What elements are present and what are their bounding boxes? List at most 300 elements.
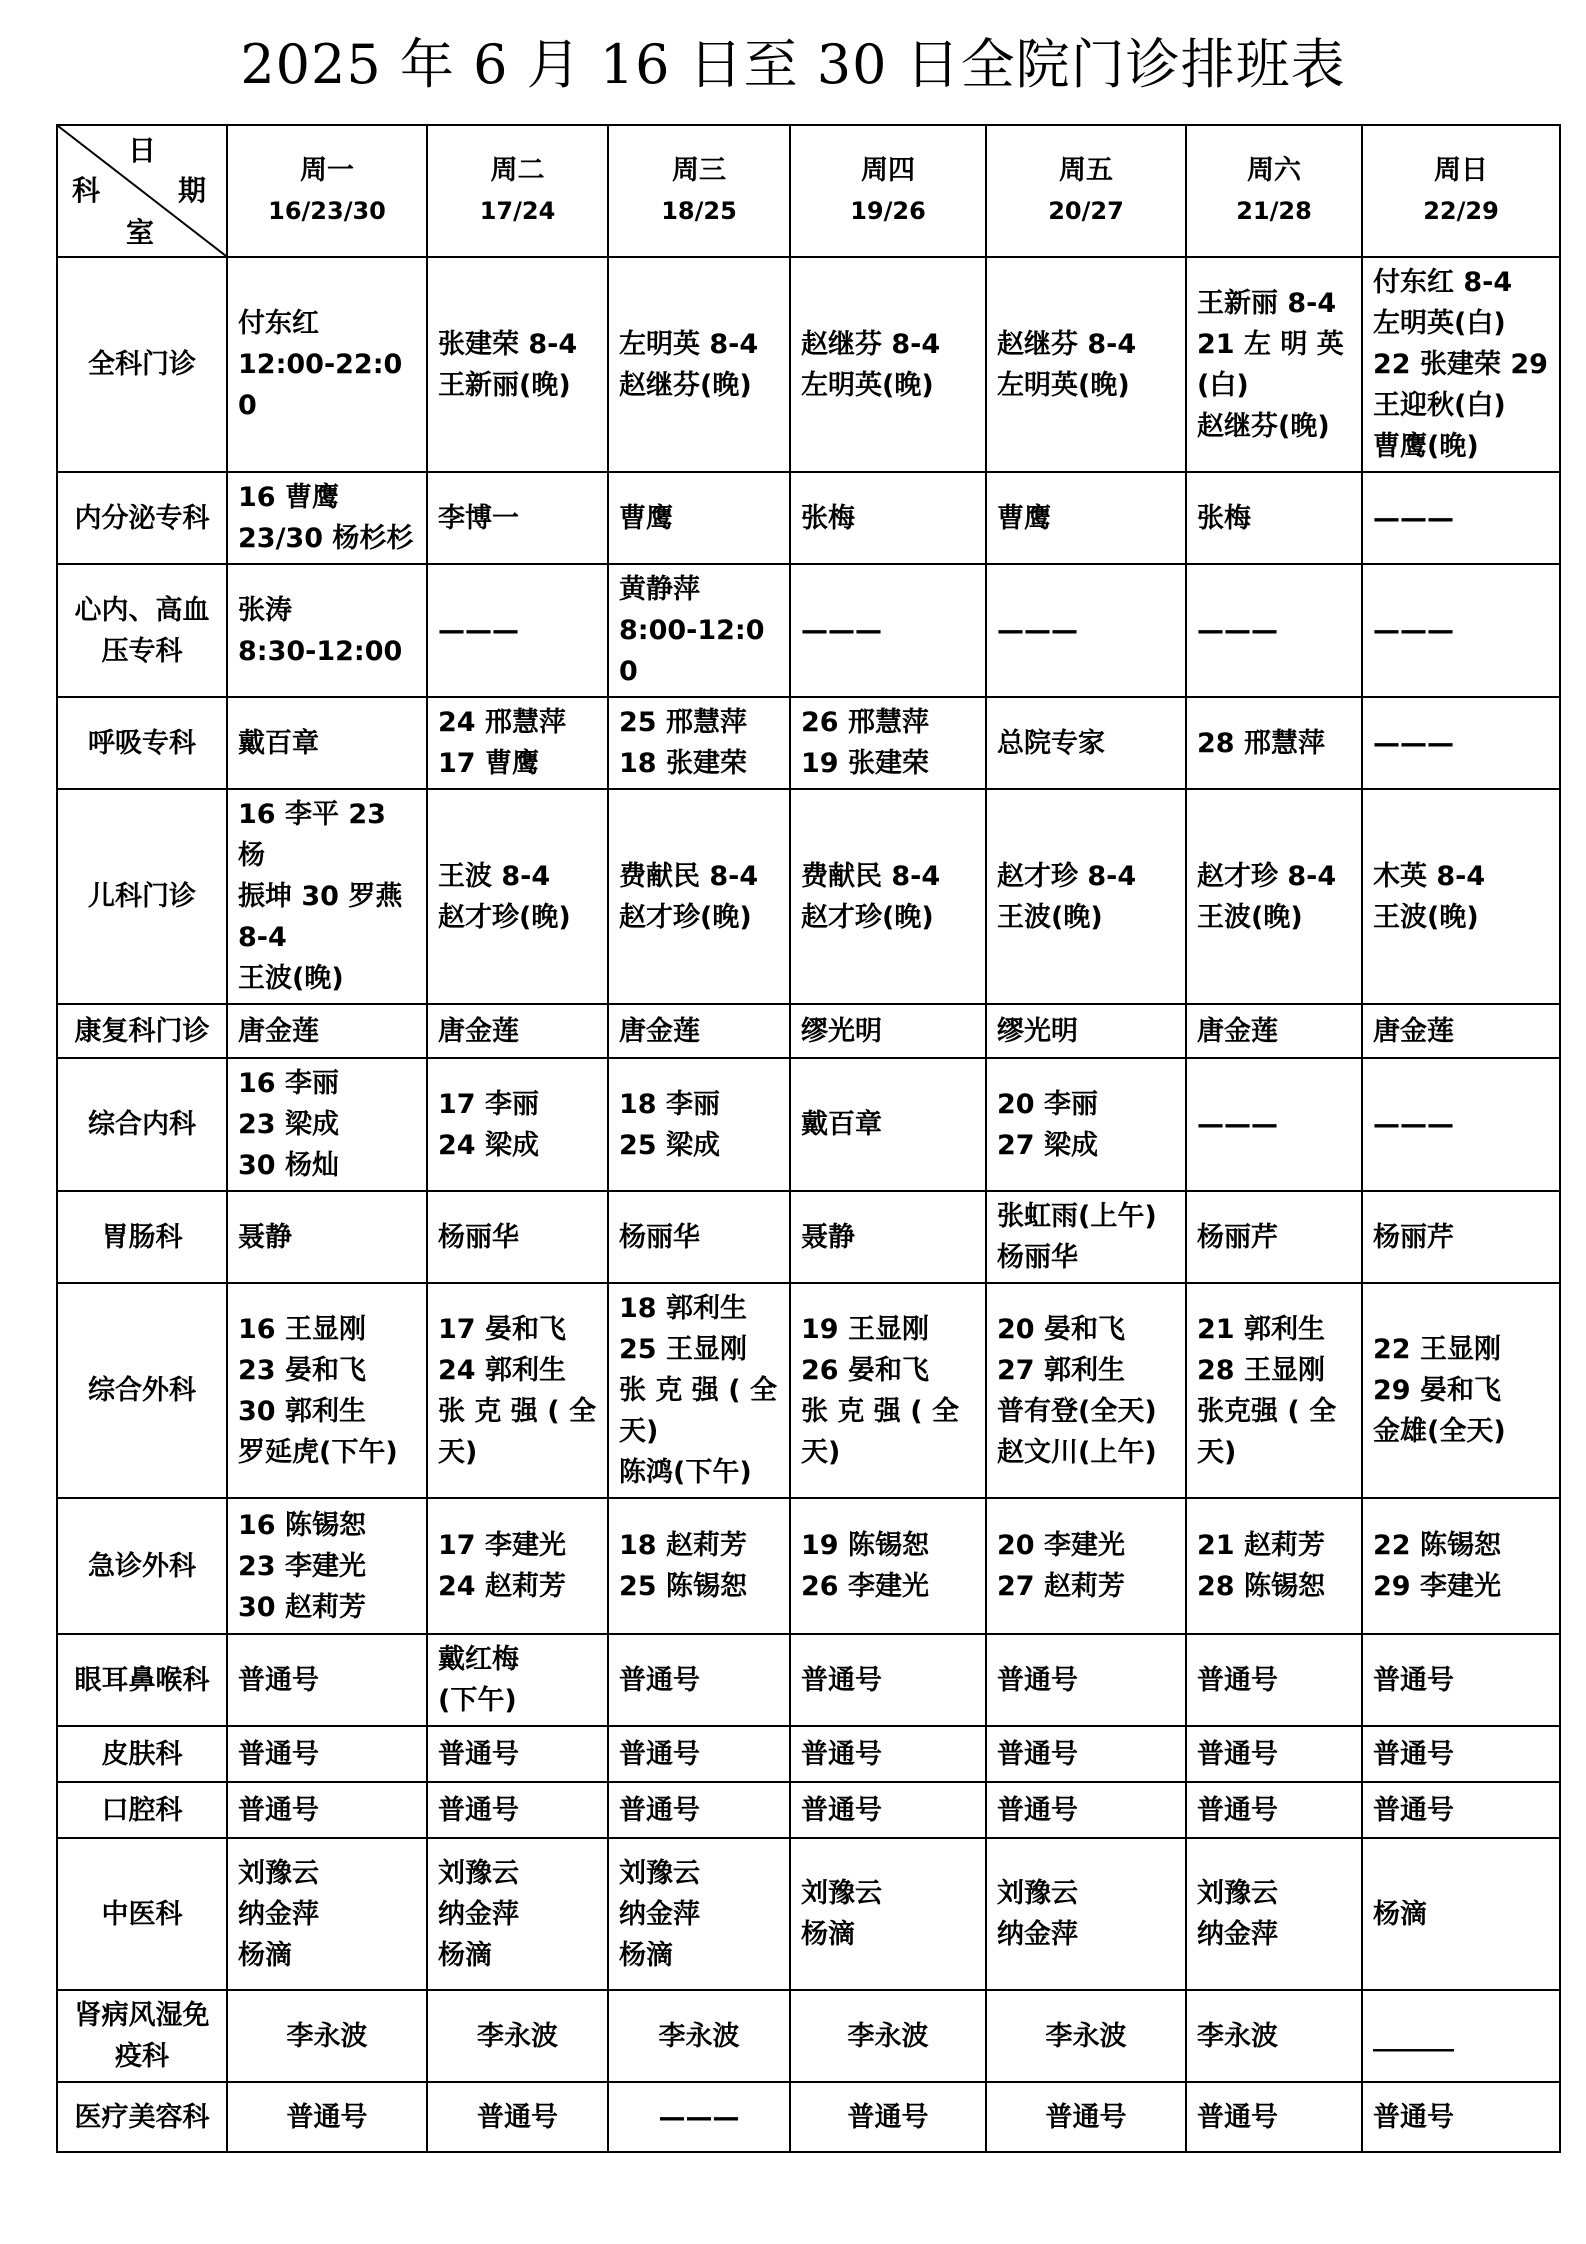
cell-line: 杨丽华	[438, 1221, 519, 1253]
schedule-cell	[1186, 564, 1362, 697]
schedule-cell	[986, 1838, 1186, 1990]
cell-line: 普通号	[801, 1738, 882, 1770]
schedule-cell	[427, 1838, 608, 1990]
department-name: 综合外科	[57, 1283, 227, 1498]
schedule-cell	[790, 1990, 986, 2082]
cell-line: 张建荣 8-4	[438, 328, 578, 360]
cell-line: 16 李丽	[238, 1068, 339, 1099]
cell-line: 23 晏和飞	[238, 1354, 366, 1386]
cell-line: 30 杨灿	[238, 1150, 339, 1181]
cell-line: 普通号	[286, 2101, 368, 2133]
cell-line: ———	[1373, 727, 1454, 759]
schedule-cell	[1362, 1004, 1560, 1058]
cell-line: 李永波	[286, 2020, 368, 2052]
cell-line: 唐金莲	[1197, 1015, 1278, 1047]
schedule-cell	[608, 1191, 790, 1283]
cell-line: 赵继芬(晚)	[619, 369, 752, 401]
cell-line: 22 张建荣 29	[1373, 349, 1548, 380]
cell-line: 18 赵莉芳	[619, 1530, 747, 1561]
schedule-cell	[1186, 789, 1362, 1004]
schedule-cell	[1362, 1726, 1560, 1782]
schedule-cell	[790, 1498, 986, 1634]
schedule-row	[57, 1726, 1560, 1782]
schedule-row	[57, 789, 1560, 1004]
schedule-cell	[227, 1726, 427, 1782]
cell-line: 纳金萍	[1197, 1919, 1278, 1950]
schedule-cell	[1186, 1990, 1362, 2082]
cell-line: 李永波	[847, 2020, 929, 2052]
cell-line: 振坤 30 罗燕	[238, 881, 403, 912]
corner-header	[57, 125, 227, 257]
schedule-cell	[427, 1634, 608, 1726]
schedule-cell	[227, 1990, 427, 2082]
schedule-cell	[1186, 1726, 1362, 1782]
department-name: 儿科门诊	[57, 789, 227, 1004]
department-name: 心内、高血压专科	[57, 564, 227, 697]
schedule-row	[57, 1782, 1560, 1838]
day-header: 周日 22/29	[1362, 125, 1560, 257]
schedule-cell	[986, 1498, 1186, 1634]
schedule-cell	[427, 1498, 608, 1634]
cell-line: 戴百章	[238, 727, 319, 759]
cell-line: 陈鸿(下午)	[619, 1457, 752, 1488]
cell-line: 17 李建光	[438, 1530, 566, 1561]
schedule-cell	[986, 1058, 1186, 1191]
schedule-cell	[986, 1990, 1186, 2082]
cell-line: 曹鹰(晚)	[1373, 431, 1479, 462]
cell-line: 28 邢慧萍	[1197, 727, 1325, 759]
cell-line: 戴红梅	[438, 1644, 519, 1675]
schedule-cell	[608, 1283, 790, 1498]
schedule-cell	[427, 1191, 608, 1283]
schedule-cell	[986, 564, 1186, 697]
cell-line: 张 克 强 ( 全	[801, 1395, 959, 1427]
cell-line: 左明英(晚)	[801, 369, 934, 401]
schedule-cell	[1186, 1838, 1362, 1990]
schedule-cell	[790, 697, 986, 789]
schedule-cell	[1362, 697, 1560, 789]
cell-line: 27 郭利生	[997, 1354, 1125, 1386]
cell-line: 普通号	[1373, 1794, 1454, 1826]
cell-line: 付东红 8-4	[1373, 267, 1513, 298]
cell-line: 普通号	[997, 1794, 1078, 1826]
schedule-cell	[427, 1726, 608, 1782]
schedule-cell	[790, 1782, 986, 1838]
schedule-cell	[227, 1838, 427, 1990]
cell-line: 曹鹰	[619, 502, 673, 534]
cell-line: (下午)	[438, 1685, 517, 1716]
schedule-cell	[1362, 2082, 1560, 2152]
cell-line: 王波(晚)	[238, 963, 344, 994]
cell-line: 16 王显刚	[238, 1313, 366, 1345]
cell-line: 纳金萍	[997, 1919, 1078, 1950]
cell-line: 赵才珍(晚)	[619, 901, 752, 933]
schedule-cell	[986, 1726, 1186, 1782]
cell-line: 20 李建光	[997, 1530, 1125, 1561]
schedule-cell	[227, 257, 427, 472]
cell-line: ———	[1197, 1109, 1278, 1140]
schedule-row	[57, 472, 1560, 564]
cell-line: 曹鹰	[997, 502, 1051, 534]
day-header: 周一 16/23/30	[227, 125, 427, 257]
department-name: 全科门诊	[57, 257, 227, 472]
schedule-cell	[986, 1782, 1186, 1838]
schedule-body	[57, 257, 1560, 2152]
schedule-cell	[1186, 1004, 1362, 1058]
cell-line: 杨丽芹	[1197, 1221, 1278, 1253]
schedule-cell	[427, 697, 608, 789]
cell-line: 张涛	[238, 594, 292, 626]
cell-line: 普通号	[801, 1664, 882, 1696]
cell-line: 普通号	[477, 2101, 558, 2133]
cell-line: 赵才珍 8-4	[1197, 860, 1337, 892]
cell-line: 25 王显刚	[619, 1334, 747, 1365]
schedule-cell	[1186, 1283, 1362, 1498]
schedule-cell	[1186, 257, 1362, 472]
schedule-cell	[790, 1726, 986, 1782]
schedule-row	[57, 1498, 1560, 1634]
cell-line: 张 克 强 ( 全	[438, 1395, 596, 1427]
department-name: 综合内科	[57, 1058, 227, 1191]
cell-line: 王波(晚)	[1373, 901, 1479, 933]
schedule-cell	[1362, 564, 1560, 697]
schedule-cell	[608, 789, 790, 1004]
schedule-cell	[427, 2082, 608, 2152]
cell-line: 25 邢慧萍	[619, 707, 747, 738]
schedule-cell	[227, 2082, 427, 2152]
cell-line: 王波 8-4	[438, 860, 551, 892]
schedule-row	[57, 257, 1560, 472]
cell-line: 普通号	[1197, 1738, 1278, 1770]
schedule-cell	[790, 1838, 986, 1990]
cell-line: 29 李建光	[1373, 1571, 1501, 1602]
schedule-cell	[227, 564, 427, 697]
cell-line: 天)	[801, 1436, 841, 1468]
schedule-cell	[986, 2082, 1186, 2152]
cell-line: 29 晏和飞	[1373, 1375, 1501, 1406]
department-name: 肾病风湿免疫科	[57, 1990, 227, 2082]
day-header: 周四 19/26	[790, 125, 986, 257]
schedule-cell	[1362, 1058, 1560, 1191]
cell-line: 王波(晚)	[1197, 901, 1303, 933]
schedule-cell	[227, 472, 427, 564]
cell-line: 18 张建荣	[619, 748, 747, 779]
schedule-cell	[227, 1058, 427, 1191]
schedule-cell	[1186, 1191, 1362, 1283]
cell-line: 罗延虎(下午)	[238, 1436, 398, 1468]
schedule-cell	[790, 472, 986, 564]
schedule-cell	[986, 1004, 1186, 1058]
cell-line: 李永波	[1197, 2020, 1278, 2052]
cell-line: 杨滴	[238, 1939, 292, 1971]
cell-line: 左明英(白)	[1373, 308, 1506, 339]
cell-line: 普通号	[997, 1738, 1078, 1770]
schedule-cell	[1362, 1782, 1560, 1838]
schedule-row	[57, 1990, 1560, 2082]
department-name: 急诊外科	[57, 1498, 227, 1634]
cell-line: 张梅	[801, 502, 855, 534]
cell-line: 刘豫云	[1197, 1878, 1278, 1909]
cell-line: 22 王显刚	[1373, 1334, 1501, 1365]
schedule-table	[56, 124, 1561, 2153]
schedule-cell	[227, 1191, 427, 1283]
cell-line: 聂静	[801, 1221, 855, 1253]
cell-line: 李永波	[1045, 2020, 1127, 2052]
schedule-cell	[608, 2082, 790, 2152]
schedule-cell	[986, 257, 1186, 472]
cell-line: 刘豫云	[238, 1857, 319, 1889]
cell-line: ———	[801, 615, 882, 646]
cell-line: 8:00-12:00	[619, 615, 765, 687]
schedule-row	[57, 1004, 1560, 1058]
day-header: 周二 17/24	[427, 125, 608, 257]
cell-line: 19 陈锡恕	[801, 1530, 929, 1561]
schedule-cell	[427, 1283, 608, 1498]
cell-line: 25 陈锡恕	[619, 1571, 747, 1602]
cell-line: 普通号	[619, 1794, 700, 1826]
cell-line: 普通号	[1197, 1664, 1278, 1696]
department-name: 内分泌专科	[57, 472, 227, 564]
cell-line: 21 赵莉芳	[1197, 1530, 1325, 1561]
cell-line: 李永波	[477, 2020, 558, 2052]
day-header: 周六 21/28	[1186, 125, 1362, 257]
cell-line: 26 李建光	[801, 1571, 929, 1602]
cell-line: 22 陈锡恕	[1373, 1530, 1501, 1561]
cell-line: 张虹雨(上午)	[997, 1201, 1157, 1232]
schedule-cell	[986, 472, 1186, 564]
schedule-cell	[790, 257, 986, 472]
schedule-cell	[1186, 697, 1362, 789]
cell-line: 杨滴	[801, 1919, 855, 1950]
schedule-cell	[1186, 1058, 1362, 1191]
schedule-cell	[608, 1838, 790, 1990]
cell-line: ———	[997, 615, 1078, 646]
schedule-cell	[427, 472, 608, 564]
schedule-cell	[608, 257, 790, 472]
schedule-cell	[608, 472, 790, 564]
cell-line: 赵文川(上午)	[997, 1436, 1157, 1468]
schedule-cell	[1362, 1191, 1560, 1283]
department-name: 康复科门诊	[57, 1004, 227, 1058]
header-row	[57, 125, 1560, 257]
department-name: 口腔科	[57, 1782, 227, 1838]
schedule-row	[57, 1283, 1560, 1498]
schedule-cell	[427, 1990, 608, 2082]
cell-line: 王波(晚)	[997, 901, 1103, 933]
cell-line: 杨丽华	[997, 1242, 1078, 1273]
cell-line: 普通号	[801, 1794, 882, 1826]
cell-line: 27 赵莉芳	[997, 1571, 1125, 1602]
schedule-row	[57, 1191, 1560, 1283]
cell-line: 赵才珍(晚)	[801, 901, 934, 933]
cell-line: 25 梁成	[619, 1129, 720, 1161]
cell-line: 普通号	[1197, 1794, 1278, 1826]
schedule-row	[57, 1634, 1560, 1726]
cell-line: ———	[1373, 615, 1454, 646]
cell-line: 左明英 8-4	[619, 328, 759, 360]
cell-line: 杨滴	[619, 1939, 673, 1971]
cell-line: 张梅	[1197, 502, 1251, 534]
cell-line: 21 左 明 英	[1197, 328, 1344, 360]
schedule-cell	[986, 789, 1186, 1004]
cell-line: 赵才珍(晚)	[438, 901, 571, 933]
schedule-cell	[227, 1498, 427, 1634]
cell-line: ———	[1373, 502, 1454, 534]
schedule-cell	[608, 1498, 790, 1634]
department-name: 呼吸专科	[57, 697, 227, 789]
schedule-cell	[427, 1782, 608, 1838]
cell-line: 普通号	[438, 1794, 519, 1826]
schedule-cell	[608, 564, 790, 697]
cell-line: 王新丽 8-4	[1197, 287, 1337, 319]
cell-line: 唐金莲	[619, 1015, 700, 1047]
cell-line: 李博一	[438, 502, 519, 534]
schedule-cell	[427, 1058, 608, 1191]
cell-line: 费献民 8-4	[619, 860, 759, 892]
cell-line: 赵继芬 8-4	[997, 328, 1137, 360]
cell-line: 8:30-12:00	[238, 635, 403, 667]
schedule-cell	[1362, 789, 1560, 1004]
schedule-cell	[986, 697, 1186, 789]
cell-line: 18 郭利生	[619, 1293, 747, 1324]
cell-line: 30 郭利生	[238, 1395, 366, 1427]
cell-line: 天)	[1197, 1436, 1237, 1468]
cell-line: 普通号	[847, 2101, 929, 2133]
schedule-cell	[227, 1634, 427, 1726]
schedule-row	[57, 1838, 1560, 1990]
cell-line: 19 王显刚	[801, 1313, 929, 1345]
schedule-cell	[1186, 1782, 1362, 1838]
cell-line: 费献民 8-4	[801, 860, 941, 892]
cell-line: 8-4	[238, 922, 287, 953]
schedule-cell	[1362, 1634, 1560, 1726]
department-name: 中医科	[57, 1838, 227, 1990]
cell-line: 缪光明	[997, 1015, 1078, 1047]
schedule-cell	[608, 1634, 790, 1726]
cell-line: 17 李丽	[438, 1088, 539, 1120]
cell-line: 20 李丽	[997, 1088, 1098, 1120]
cell-line: 23 李建光	[238, 1550, 366, 1582]
schedule-row	[57, 2082, 1560, 2152]
cell-line: 28 王显刚	[1197, 1354, 1325, 1386]
schedule-cell	[790, 1283, 986, 1498]
cell-line: 普通号	[1373, 1738, 1454, 1770]
schedule-cell	[608, 1726, 790, 1782]
cell-line: 普通号	[238, 1794, 319, 1826]
schedule-cell	[227, 1283, 427, 1498]
cell-line: 普有登(全天)	[997, 1395, 1157, 1427]
cell-line: 28 陈锡恕	[1197, 1571, 1325, 1602]
cell-line: 黄静萍	[619, 574, 700, 605]
cell-line: 23/30 杨杉杉	[238, 523, 414, 554]
department-name: 皮肤科	[57, 1726, 227, 1782]
schedule-cell	[790, 564, 986, 697]
schedule-cell	[227, 697, 427, 789]
cell-line: 赵继芬 8-4	[801, 328, 941, 360]
cell-line: 27 梁成	[997, 1129, 1098, 1161]
schedule-cell	[1362, 1838, 1560, 1990]
schedule-cell	[790, 1191, 986, 1283]
schedule-cell	[608, 1058, 790, 1191]
schedule-cell	[1186, 1634, 1362, 1726]
cell-line: 30 赵莉芳	[238, 1591, 366, 1623]
schedule-cell	[790, 1004, 986, 1058]
cell-line: ———	[1373, 1109, 1454, 1140]
schedule-cell	[1362, 1498, 1560, 1634]
cell-line: 20 晏和飞	[997, 1313, 1125, 1345]
cell-line: 杨丽华	[619, 1221, 700, 1253]
cell-line: 12:00-22:00	[238, 349, 403, 421]
cell-line: (白)	[1197, 369, 1249, 401]
schedule-row	[57, 1058, 1560, 1191]
cell-line: 纳金萍	[438, 1898, 519, 1930]
cell-line: 16 陈锡恕	[238, 1509, 366, 1541]
department-name: 医疗美容科	[57, 2082, 227, 2152]
schedule-cell	[790, 1058, 986, 1191]
cell-line: 唐金莲	[238, 1015, 319, 1047]
cell-line: 纳金萍	[619, 1898, 700, 1930]
schedule-cell	[608, 697, 790, 789]
cell-line: 唐金莲	[1373, 1015, 1454, 1047]
schedule-cell	[427, 257, 608, 472]
cell-line: 刘豫云	[801, 1878, 882, 1909]
cell-line: 总院专家	[997, 727, 1105, 759]
cell-line: 刘豫云	[619, 1857, 700, 1889]
corner-ke: 科	[72, 174, 101, 207]
schedule-cell	[986, 1634, 1186, 1726]
cell-line: 杨丽芹	[1373, 1221, 1454, 1253]
schedule-cell	[790, 789, 986, 1004]
cell-line: 刘豫云	[438, 1857, 519, 1889]
cell-line: ———	[1197, 615, 1278, 646]
cell-line: 普通号	[619, 1738, 700, 1770]
cell-line: 缪光明	[801, 1015, 882, 1047]
schedule-cell	[986, 1191, 1186, 1283]
schedule-row	[57, 564, 1560, 697]
cell-line: 纳金萍	[238, 1898, 319, 1930]
cell-line: 聂静	[238, 1221, 292, 1253]
cell-line: 唐金莲	[438, 1015, 519, 1047]
schedule-cell	[227, 1004, 427, 1058]
cell-line: 张 克 强 ( 全	[619, 1375, 777, 1406]
cell-line: 杨滴	[1373, 1898, 1427, 1930]
cell-line: 21 郭利生	[1197, 1313, 1325, 1345]
cell-line: 24 邢慧萍	[438, 707, 566, 738]
cell-line: 18 李丽	[619, 1088, 720, 1120]
cell-line: ———	[658, 2101, 740, 2133]
cell-line: 普通号	[997, 1664, 1078, 1696]
schedule-cell	[608, 1990, 790, 2082]
cell-line: 左明英(晚)	[997, 369, 1130, 401]
cell-line: 17 曹鹰	[438, 748, 539, 779]
cell-line: 普通号	[438, 1738, 519, 1770]
schedule-row	[57, 697, 1560, 789]
cell-line: 王迎秋(白)	[1373, 390, 1506, 421]
cell-line: 24 郭利生	[438, 1354, 566, 1386]
schedule-cell	[427, 789, 608, 1004]
cell-line: 17 晏和飞	[438, 1313, 566, 1345]
corner-shi: 室	[126, 216, 155, 249]
cell-line: 木英 8-4	[1373, 860, 1486, 892]
cell-line: 24 赵莉芳	[438, 1571, 566, 1602]
cell-line: 19 张建荣	[801, 748, 929, 779]
cell-line: 26 晏和飞	[801, 1354, 929, 1386]
cell-line: 张克强 ( 全	[1197, 1395, 1337, 1427]
cell-line: 天)	[438, 1436, 478, 1468]
cell-line: 普通号	[619, 1664, 700, 1696]
schedule-cell	[608, 1004, 790, 1058]
cell-line: 23 梁成	[238, 1109, 339, 1140]
